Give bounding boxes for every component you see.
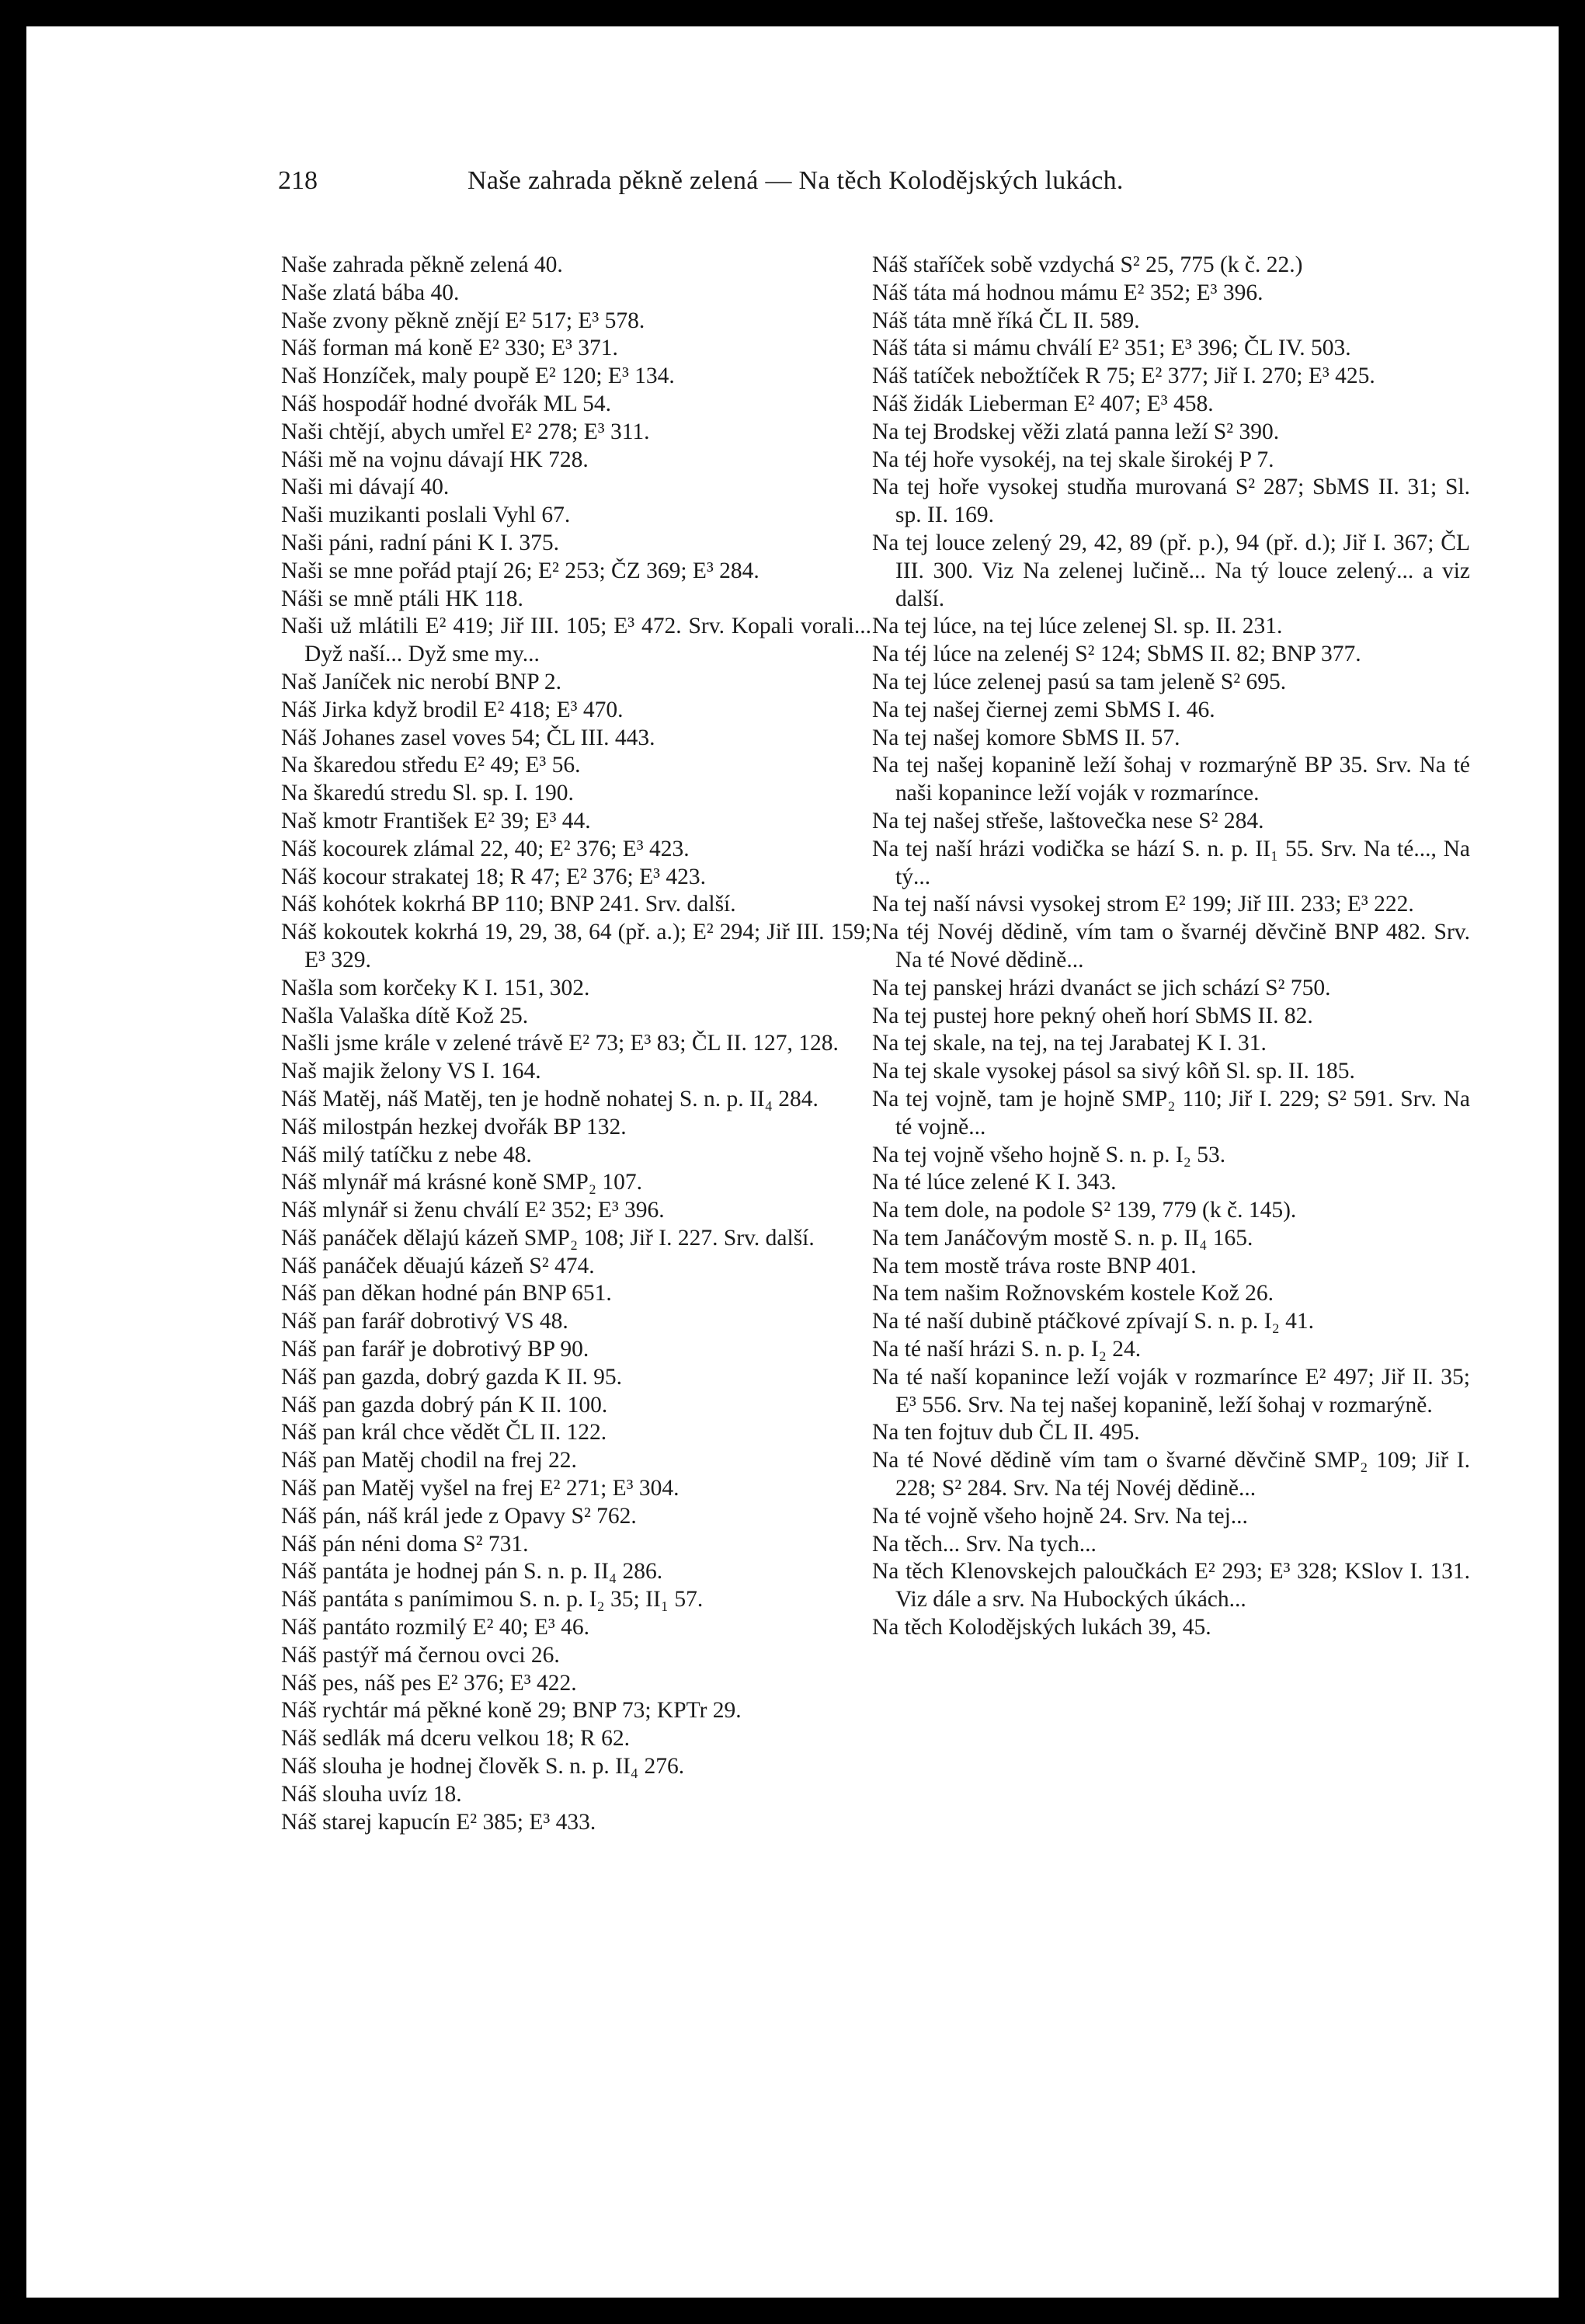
index-entry: Náš pastýř má černou ovci 26. [281,1642,560,1668]
index-entry: Naš majik želony VS I. 164. [281,1059,541,1084]
index-entry: Náš rychtár má pěkné koně 29; BNP 73; KPTr 29. [281,1698,742,1724]
index-entry: Náš slouha uvíz 18. [281,1781,462,1807]
index-entry: Na tej vojně všeho hojně S. n. p. I₂ 53. [872,1142,1226,1167]
index-entry: Na tej lúce, na tej lúce zelenej Sl. sp. II. 231. [872,614,1283,639]
index-entry: Náš Matěj, náš Matěj, ten je hodně nohatej S. n. p. II₄ 284. [281,1086,819,1112]
index-entry: Náš mlynář si ženu chválí E² 352; E³ 396. [281,1198,665,1223]
index-entry: Na tej skale vysokej pásol sa sivý kôň Sl. sp. II. 185. [872,1059,1355,1084]
index-entry: Náš kocour strakatej 18; R 47; E² 376; E³ 423. [281,864,706,889]
index-entry: Náši se mně ptáli HK 118. [281,586,523,611]
index-entry: Náš kohótek kokrhá BP 110; BNP 241. Srv. další. [281,892,736,917]
index-entry: Na škaredou středu E² 49; E³ 56. [281,753,581,778]
index-entry: Naši páni, radní páni K I. 375. [281,530,560,555]
index-entry: Naši se mne pořád ptají 26; E² 253; ČZ 369; E³ 284. [281,558,759,583]
index-entry: Náš pantáta je hodnej pán S. n. p. II₄ 286. [281,1559,663,1585]
running-head: Naše zahrada pěkně zelená — Na těch Kolodějských lukách. [468,166,1124,195]
scanned-page [26,26,1559,2298]
index-entry: Náš kokoutek kokrhá 19, 29, 38, 64 (př. a.); E² 294; Jiř III. 159; E³ 329. [281,920,871,972]
index-entry: Náš mlynář má krásné koně SMP₂ 107. [281,1170,643,1195]
index-entry: Náši mě na vojnu dávají HK 728. [281,447,589,472]
index-entry: Na té Nové dědině vím tam o švarné děvčině SMP₂ 109; Jiř I. 228; S² 284. Srv. Na téj Novéj dědině... [872,1448,1470,1501]
index-entry: Našli jsme krále v zelené trávě E² 73; E³ 83; ČL II. 127, 128. [281,1031,839,1056]
index-entry: Náš táta má hodnou mámu E² 352; E³ 396. [872,280,1263,305]
index-entry: Na tem našim Rožnovském kostele Kož 26. [872,1281,1274,1306]
index-entry: Na té naší dubině ptáčkové zpívají S. n. p. I₂ 41. [872,1309,1315,1334]
index-entry: Naše zlatá bába 40. [281,280,460,305]
index-entry: Na tej panskej hrázi dvanáct se jich schází S² 750. [872,975,1331,1000]
index-entry: Na tem Janáčovým mostě S. n. p. II₄ 165. [872,1225,1253,1251]
index-entry: Na tej skale, na tej, na tej Jarabatej K I. 31. [872,1031,1267,1056]
index-entry: Náš pes, náš pes E² 376; E³ 422. [281,1670,577,1696]
index-entry: Na tej louce zelený 29, 42, 89 (př. p.), 94 (př. d.); Jiř I. 367; ČL III. 300. Viz Na zelenej lučině... Na tý louce zelený... a viz další. [872,530,1470,611]
index-entry: Na tej lúce zelenej pasú sa tam jeleně S² 695. [872,669,1287,694]
index-entry: Na tem dole, na podole S² 139, 779 (k č. 145). [872,1198,1297,1223]
index-column-right [872,252,1470,1642]
index-entry: Na těch... Srv. Na tych... [872,1531,1097,1557]
index-entry: Našla Valaška dítě Kož 25. [281,1003,529,1028]
index-entry: Na téj lúce na zelenéj S² 124; SbMS II. 82; BNP 377. [872,642,1361,667]
index-entry: Na té lúce zelené K I. 343. [872,1170,1117,1195]
index-entry: Naši muzikanti poslali Vyhl 67. [281,503,571,528]
index-entry: Na tej vojně, tam je hojně SMP₂ 110; Jiř I. 229; S² 591. Srv. Na té vojně... [872,1086,1470,1139]
index-entry: Náš kocourek zlámal 22, 40; E² 376; E³ 423. [281,836,690,861]
index-entry: Náš pan gazda, dobrý gazda K II. 95. [281,1364,623,1390]
index-entry: Na tej našej komore SbMS II. 57. [872,725,1180,750]
index-entry: Náš pan farář je dobrotivý BP 90. [281,1337,589,1362]
index-entry: Náš táta mně říká ČL II. 589. [872,308,1140,333]
index-entry: Náš panáček dělajú kázeň SMP₂ 108; Jiř I. 227. Srv. další. [281,1225,815,1251]
index-entry: Náš pán néni doma S² 731. [281,1531,529,1557]
index-entry: Na tej našej čiernej zemi SbMS I. 46. [872,697,1215,722]
index-entry: Naš Janíček nic nerobí BNP 2. [281,669,562,694]
index-entry: Naš kmotr František E² 39; E³ 44. [281,808,591,833]
index-entry: Náš slouha je hodnej člověk S. n. p. II₄ 276. [281,1754,685,1780]
index-entry: Náš starej kapucín E² 385; E³ 433. [281,1809,596,1835]
index-entry: Náš pan děkan hodné pán BNP 651. [281,1281,612,1306]
index-entry: Na tem mostě tráva roste BNP 401. [872,1253,1197,1279]
index-entry: Náš milý tatíčku z nebe 48. [281,1142,532,1167]
index-entry: Náš židák Lieberman E² 407; E³ 458. [872,391,1214,416]
index-entry: Náš sedlák má dceru velkou 18; R 62. [281,1726,630,1752]
index-entry: Náš panáček děuajú kázeň S² 474. [281,1253,595,1279]
index-entry: Na tej naší hrázi vodička se hází S. n. p. II₁ 55. Srv. Na té..., Na tý... [872,836,1470,889]
index-entry: Náš pan gazda dobrý pán K II. 100. [281,1392,608,1418]
index-entry: Na škaredú stredu Sl. sp. I. 190. [281,781,574,806]
index-entry: Na tej pustej hore pekný oheň horí SbMS II. 82. [872,1003,1313,1028]
index-entry: Na té vojně všeho hojně 24. Srv. Na tej... [872,1503,1248,1529]
index-entry: Na té naší kopanince leží voják v rozmarínce E² 497; Jiř II. 35; E³ 556. Srv. Na tej našej kopanině, leží šohaj v rozmarýně. [872,1364,1470,1418]
index-entry: Náš pan Matěj vyšel na frej E² 271; E³ 304. [281,1476,680,1501]
index-entry: Na tej našej střeše, laštovečka nese S² 284. [872,808,1264,833]
index-entry: Náš Jirka když brodil E² 418; E³ 470. [281,697,624,722]
index-entry: Náš Johanes zasel voves 54; ČL III. 443. [281,725,655,750]
index-entry: Náš pan Matěj chodil na frej 22. [281,1448,577,1473]
index-entry: Naši už mlátili E² 419; Jiř III. 105; E³ 472. Srv. Kopali vorali... Dyž naší... Dyž sme my... [281,614,871,667]
index-entry: Náš pan farář dobrotivý VS 48. [281,1309,568,1334]
index-entry: Na téj Novéj dědině, vím tam o švarnéj děvčině BNP 482. Srv. Na té Nové dědině... [872,920,1470,972]
page-number: 218 [278,166,318,195]
index-entry: Náš pantáta s panímimou S. n. p. I₂ 35; II₁ 57. [281,1587,704,1613]
index-entry: Náš pan král chce vědět ČL II. 122. [281,1420,607,1446]
index-entry: Na těch Klenovskejch paloučkách E² 293; E³ 328; KSlov I. 131. Viz dále a srv. Na Hubockých úkách... [872,1559,1470,1613]
index-entry: Na téj hoře vysokéj, na tej skale širokéj P 7. [872,447,1274,472]
index-entry: Naše zvony pěkně znějí E² 517; E³ 578. [281,308,645,333]
index-entry: Naš Honzíček, maly poupě E² 120; E³ 134. [281,364,675,389]
index-entry: Náš táta si mámu chválí E² 351; E³ 396; ČL IV. 503. [872,336,1351,361]
index-entry: Na tej našej kopanině leží šohaj v rozmarýně BP 35. Srv. Na té naši kopanince leží voják v rozmarínce. [872,753,1470,806]
index-entry: Na těch Kolodějských lukách 39, 45. [872,1615,1211,1640]
index-entry: Naše zahrada pěkně zelená 40. [281,252,563,277]
index-entry: Náš tatíček nebožtíček R 75; E² 377; Jiř I. 270; E³ 425. [872,364,1375,389]
index-entry: Náš pantáto rozmilý E² 40; E³ 46. [281,1615,590,1640]
index-entry: Náš forman má koně E² 330; E³ 371. [281,336,618,361]
index-entry: Náš hospodář hodné dvořák ML 54. [281,391,611,416]
index-entry: Na té naší hrázi S. n. p. I₂ 24. [872,1337,1142,1362]
index-entry: Na tej naší návsi vysokej strom E² 199; Jiř III. 233; E³ 222. [872,892,1414,917]
index-entry: Naši mi dávají 40. [281,475,450,500]
index-entry: Náš pán, náš král jede z Opavy S² 762. [281,1503,637,1529]
index-entry: Naši chtějí, abych umřel E² 278; E³ 311. [281,419,650,444]
index-entry: Našla som korčeky K I. 151, 302. [281,975,590,1000]
index-entry: Na ten fojtuv dub ČL II. 495. [872,1420,1140,1446]
index-entry: Náš staříček sobě vzdychá S² 25, 775 (k č. 22.) [872,252,1303,277]
index-column-left [281,252,871,1836]
index-entry: Náš milostpán hezkej dvořák BP 132. [281,1114,627,1139]
index-entry: Na tej hoře vysokej studňa murovaná S² 287; SbMS II. 31; Sl. sp. II. 169. [872,475,1470,528]
index-entry: Na tej Brodskej věži zlatá panna leží S² 390. [872,419,1280,444]
